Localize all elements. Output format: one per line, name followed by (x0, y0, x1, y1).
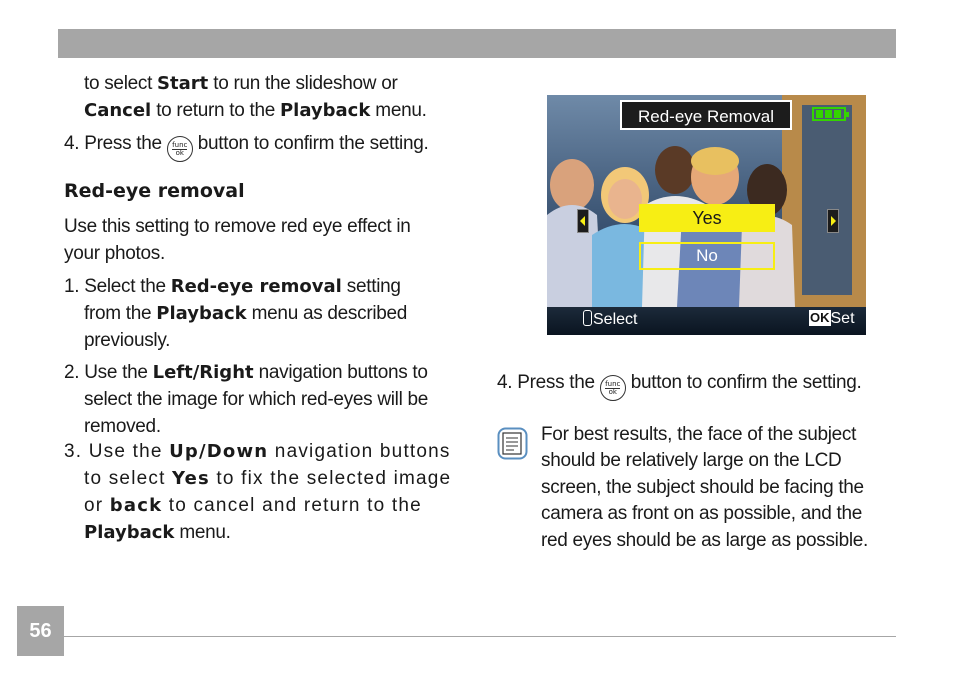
step-2-line1: 2. Use the Left/Right navigation buttons to (64, 362, 428, 383)
step-2-line3: removed. (84, 416, 161, 437)
page-number: 56 (17, 606, 64, 656)
note-pad-icon (497, 427, 528, 460)
intro-line2: your photos. (64, 243, 165, 264)
note-line3: screen, the subject should be facing the (541, 477, 864, 498)
note-line2: should be relatively large on the LCD (541, 450, 842, 471)
step-1-line3: previously. (84, 330, 171, 351)
step-3-line3: or back to cancel and return to the (84, 495, 422, 516)
continued-text-line2: Cancel to return to the Playback menu. (84, 100, 427, 121)
note-line1: For best results, the face of the subject (541, 424, 857, 445)
option-no[interactable]: No (639, 242, 775, 270)
section-heading: Red-eye removal (64, 180, 245, 202)
left-arrow-icon (577, 209, 589, 233)
select-hint: Select (583, 310, 637, 329)
continued-text-line1: to select Start to run the slideshow or (84, 73, 398, 94)
lcd-bottom-bar (547, 307, 866, 335)
step-1-line1: 1. Select the Red-eye removal setting (64, 276, 401, 297)
step-3-line2: to select Yes to fix the selected image (84, 468, 452, 489)
func-ok-button-icon: func ok (167, 136, 193, 162)
note-line5: red eyes should be as large as possible. (541, 530, 869, 551)
lcd-menu-title: Red-eye Removal (620, 100, 792, 130)
step-3-line4: Playback menu. (84, 522, 231, 543)
battery-icon (812, 107, 846, 121)
option-yes[interactable]: Yes (639, 204, 775, 232)
step-4-confirm-right: 4. Press the func ok button to confirm the setting. (497, 369, 862, 401)
footer-divider (64, 636, 896, 637)
updown-icon (583, 310, 592, 326)
ok-icon: OK (810, 310, 830, 325)
header-bar (58, 29, 896, 58)
camera-lcd-screenshot (547, 95, 866, 335)
set-hint: OKSet (810, 310, 855, 327)
intro-line1: Use this setting to remove red eye effect in (64, 216, 411, 237)
step-1-line2: from the Playback menu as described (84, 303, 408, 324)
func-ok-button-icon: func ok (600, 375, 626, 401)
note-line4: camera as front on as possible, and the (541, 503, 862, 524)
step-2-line2: select the image for which red-eyes will be (84, 389, 429, 410)
step-3-line1: 3. Use the Up/Down navigation buttons (64, 441, 451, 462)
step-4-confirm-left: 4. Press the func ok button to confirm the setting. (64, 130, 429, 162)
right-arrow-icon (827, 209, 839, 233)
